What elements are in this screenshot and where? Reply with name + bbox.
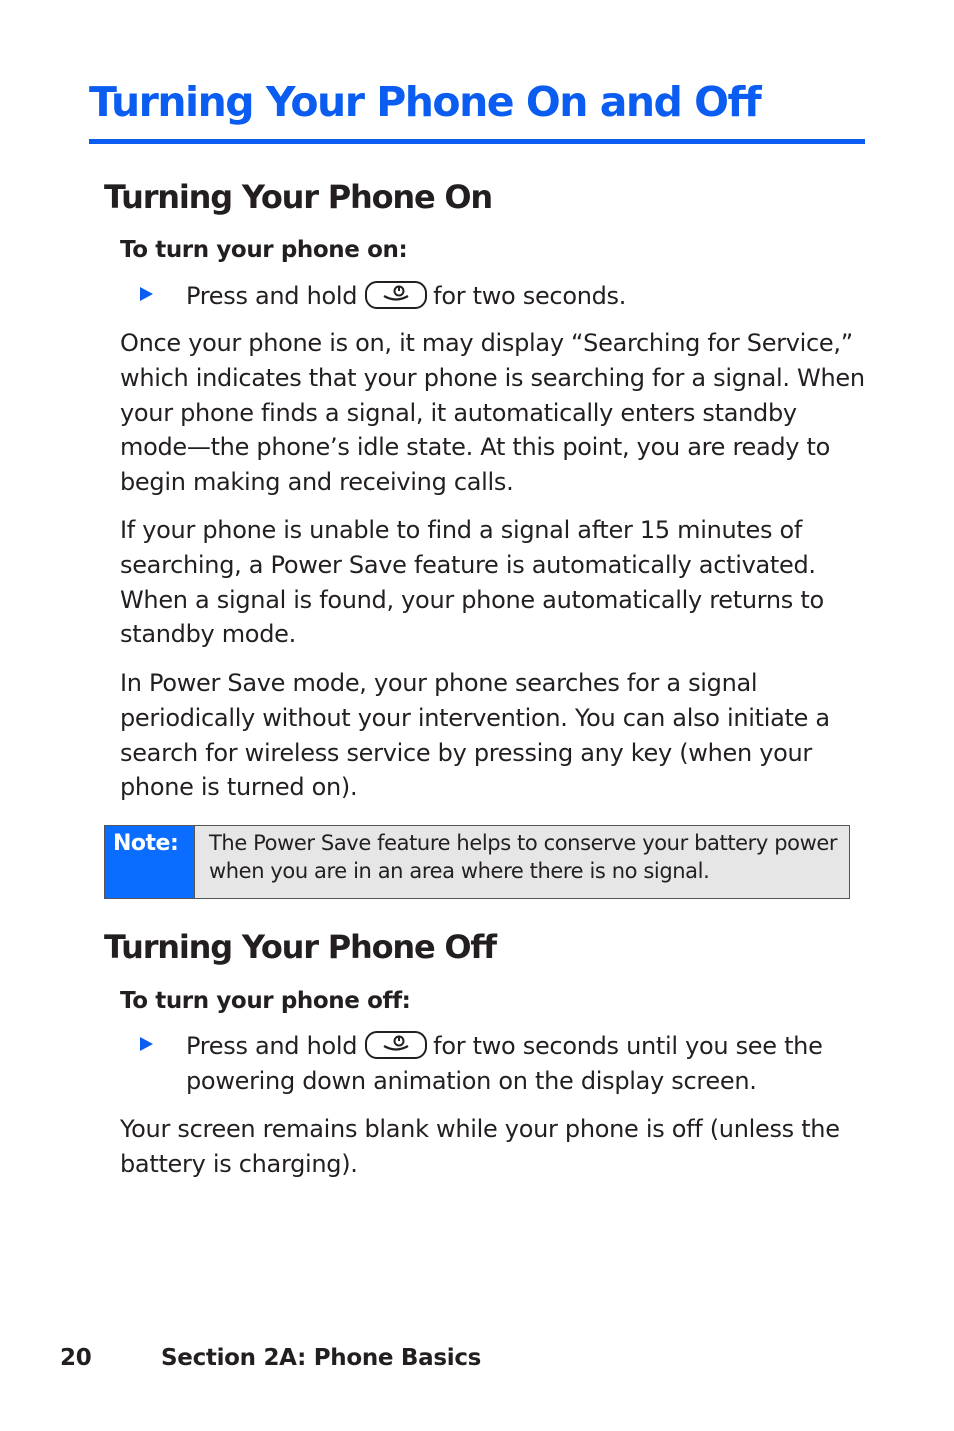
page-title: Turning Your Phone On and Off — [89, 78, 761, 126]
note-label: Note: — [105, 826, 194, 898]
step-turn-on-text — [186, 279, 865, 314]
bullet-arrow-icon — [140, 1037, 153, 1051]
page-number: 20 — [60, 1345, 92, 1371]
paragraph-power-save-mode: In Power Save mode, your phone searches for a signal periodically without your intervention. You can also initiate a search for wireless service by pressing any key (when your phone is turned on). — [120, 669, 830, 802]
step-turn-off-after: for two seconds until you see the powering down animation on the display screen. — [186, 1032, 823, 1095]
step-turn-off-before: Press and hold — [186, 1032, 358, 1060]
end-power-key-icon — [365, 1031, 427, 1059]
step-turn-off — [140, 1029, 865, 1098]
title-rule — [89, 139, 865, 144]
paragraph-screen-blank: Your screen remains blank while your phone is off (unless the battery is charging). — [120, 1115, 840, 1178]
step-turn-on-after: for two seconds. — [433, 282, 627, 310]
paragraph-power-save: If your phone is unable to find a signal after 15 minutes of searching, a Power Save feature is automatically activated. When a signal is found, your phone automatically returns to standby mode. — [120, 516, 824, 649]
step-turn-off-text — [186, 1029, 865, 1098]
end-power-key-icon — [365, 281, 427, 309]
section-heading-phone-on: Turning Your Phone On — [104, 178, 493, 216]
note-text: The Power Save feature helps to conserve your battery power when you are in an area where there is no signal. — [194, 826, 849, 898]
section-heading-phone-off: Turning Your Phone Off — [104, 928, 496, 966]
subhead-turn-on: To turn your phone on: — [120, 237, 408, 263]
bullet-arrow-icon — [140, 287, 153, 301]
paragraph-searching: Once your phone is on, it may display “Searching for Service,” which indicates that your phone is searching for a signal. When your phone finds a signal, it automatically enters standby mode—the phone’s idle state. At this point, you are ready to begin making and receiving calls. — [120, 329, 865, 497]
step-turn-on — [140, 279, 865, 314]
subhead-turn-off: To turn your phone off: — [120, 988, 411, 1014]
footer-section-title: Section 2A: Phone Basics — [161, 1345, 482, 1371]
note-box — [104, 825, 850, 899]
step-turn-on-before: Press and hold — [186, 282, 358, 310]
